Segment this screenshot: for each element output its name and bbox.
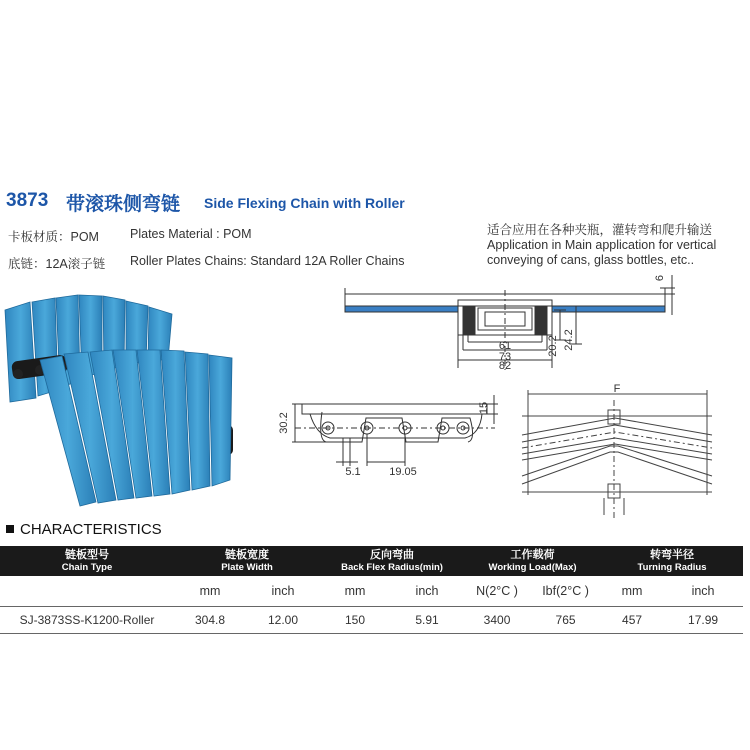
product-photo — [0, 290, 250, 515]
characteristics-label: CHARACTERISTICS — [20, 521, 162, 538]
col-turning-radius: 转弯半径 Turning Radius — [601, 546, 743, 576]
table-row — [0, 607, 743, 634]
value-cell: 304.8 — [174, 607, 246, 634]
square-bullet-icon — [6, 525, 14, 533]
value-cell: 3400 — [464, 607, 530, 634]
col-back-flex-radius: 反向弯曲 Back Flex Radius(min) — [320, 546, 464, 576]
value-cell: 5.91 — [390, 607, 464, 634]
col-chain-type: 链板型号 Chain Type — [0, 546, 174, 576]
application-en-line1: Application in Main application for vertical — [487, 238, 717, 252]
front-view-drawing — [330, 270, 680, 375]
dim-61: 61 — [498, 340, 512, 352]
unit-cell: inch — [691, 584, 715, 598]
header-row — [0, 546, 743, 576]
unit-cell: mm — [199, 584, 221, 598]
col-plate-width: 链板宽度 Plate Width — [174, 546, 320, 576]
value-cell: 457 — [601, 607, 663, 634]
chain-type-cell: SJ-3873SS-K1200-Roller — [0, 607, 174, 634]
top-view-drawing — [510, 380, 735, 525]
unit-cell: mm — [621, 584, 643, 598]
application-text — [487, 223, 737, 268]
dim-f: F — [613, 383, 621, 395]
dim-73: 73 — [498, 351, 512, 363]
side-view-drawing — [270, 390, 505, 480]
application-en-line2: conveying of cans, glass bottles, etc.. — [487, 253, 695, 267]
unit-cell: N(2°C ) — [476, 584, 518, 598]
title-english: Side Flexing Chain with Roller — [204, 195, 405, 211]
characteristics-heading — [6, 521, 162, 538]
plate-material-cn: 卡板材质：POM — [8, 230, 99, 244]
unit-row — [0, 576, 743, 607]
dim-24-2: 24.2 — [563, 329, 575, 351]
unit-cell: inch — [271, 584, 295, 598]
application-cn: 适合应用在各种夹瓶，灌转弯和爬升输送 — [487, 223, 713, 237]
dim-82: 82 — [498, 360, 512, 372]
value-cell: 150 — [320, 607, 390, 634]
value-cell: 17.99 — [663, 607, 743, 634]
dim-5-1: 5.1 — [345, 466, 361, 478]
value-cell: 765 — [530, 607, 601, 634]
dim-19-05: 19.05 — [389, 466, 417, 478]
unit-cell: mm — [344, 584, 366, 598]
plate-material-en: Plates Material : POM — [130, 227, 252, 241]
base-chain-cn: 底链：12A滚子链 — [8, 257, 106, 271]
front-plates — [40, 350, 232, 506]
dim-top: 6 — [654, 275, 666, 282]
col-working-load: 工作载荷 Working Load(Max) — [464, 546, 601, 576]
dim-20-2: 20.2 — [547, 335, 559, 357]
title-chinese: 带滚珠侧弯链 — [66, 194, 181, 215]
base-chain-en: Roller Plates Chains: Standard 12A Roller Chains — [130, 254, 405, 268]
unit-cell: inch — [415, 584, 439, 598]
dim-30-2: 30.2 — [278, 412, 290, 434]
dim-15: 15 — [478, 401, 490, 415]
value-cell: 12.00 — [246, 607, 320, 634]
unit-cell: Ibf(2°C ) — [542, 584, 589, 598]
characteristics-table — [0, 546, 743, 634]
model-number: 3873 — [6, 190, 49, 211]
